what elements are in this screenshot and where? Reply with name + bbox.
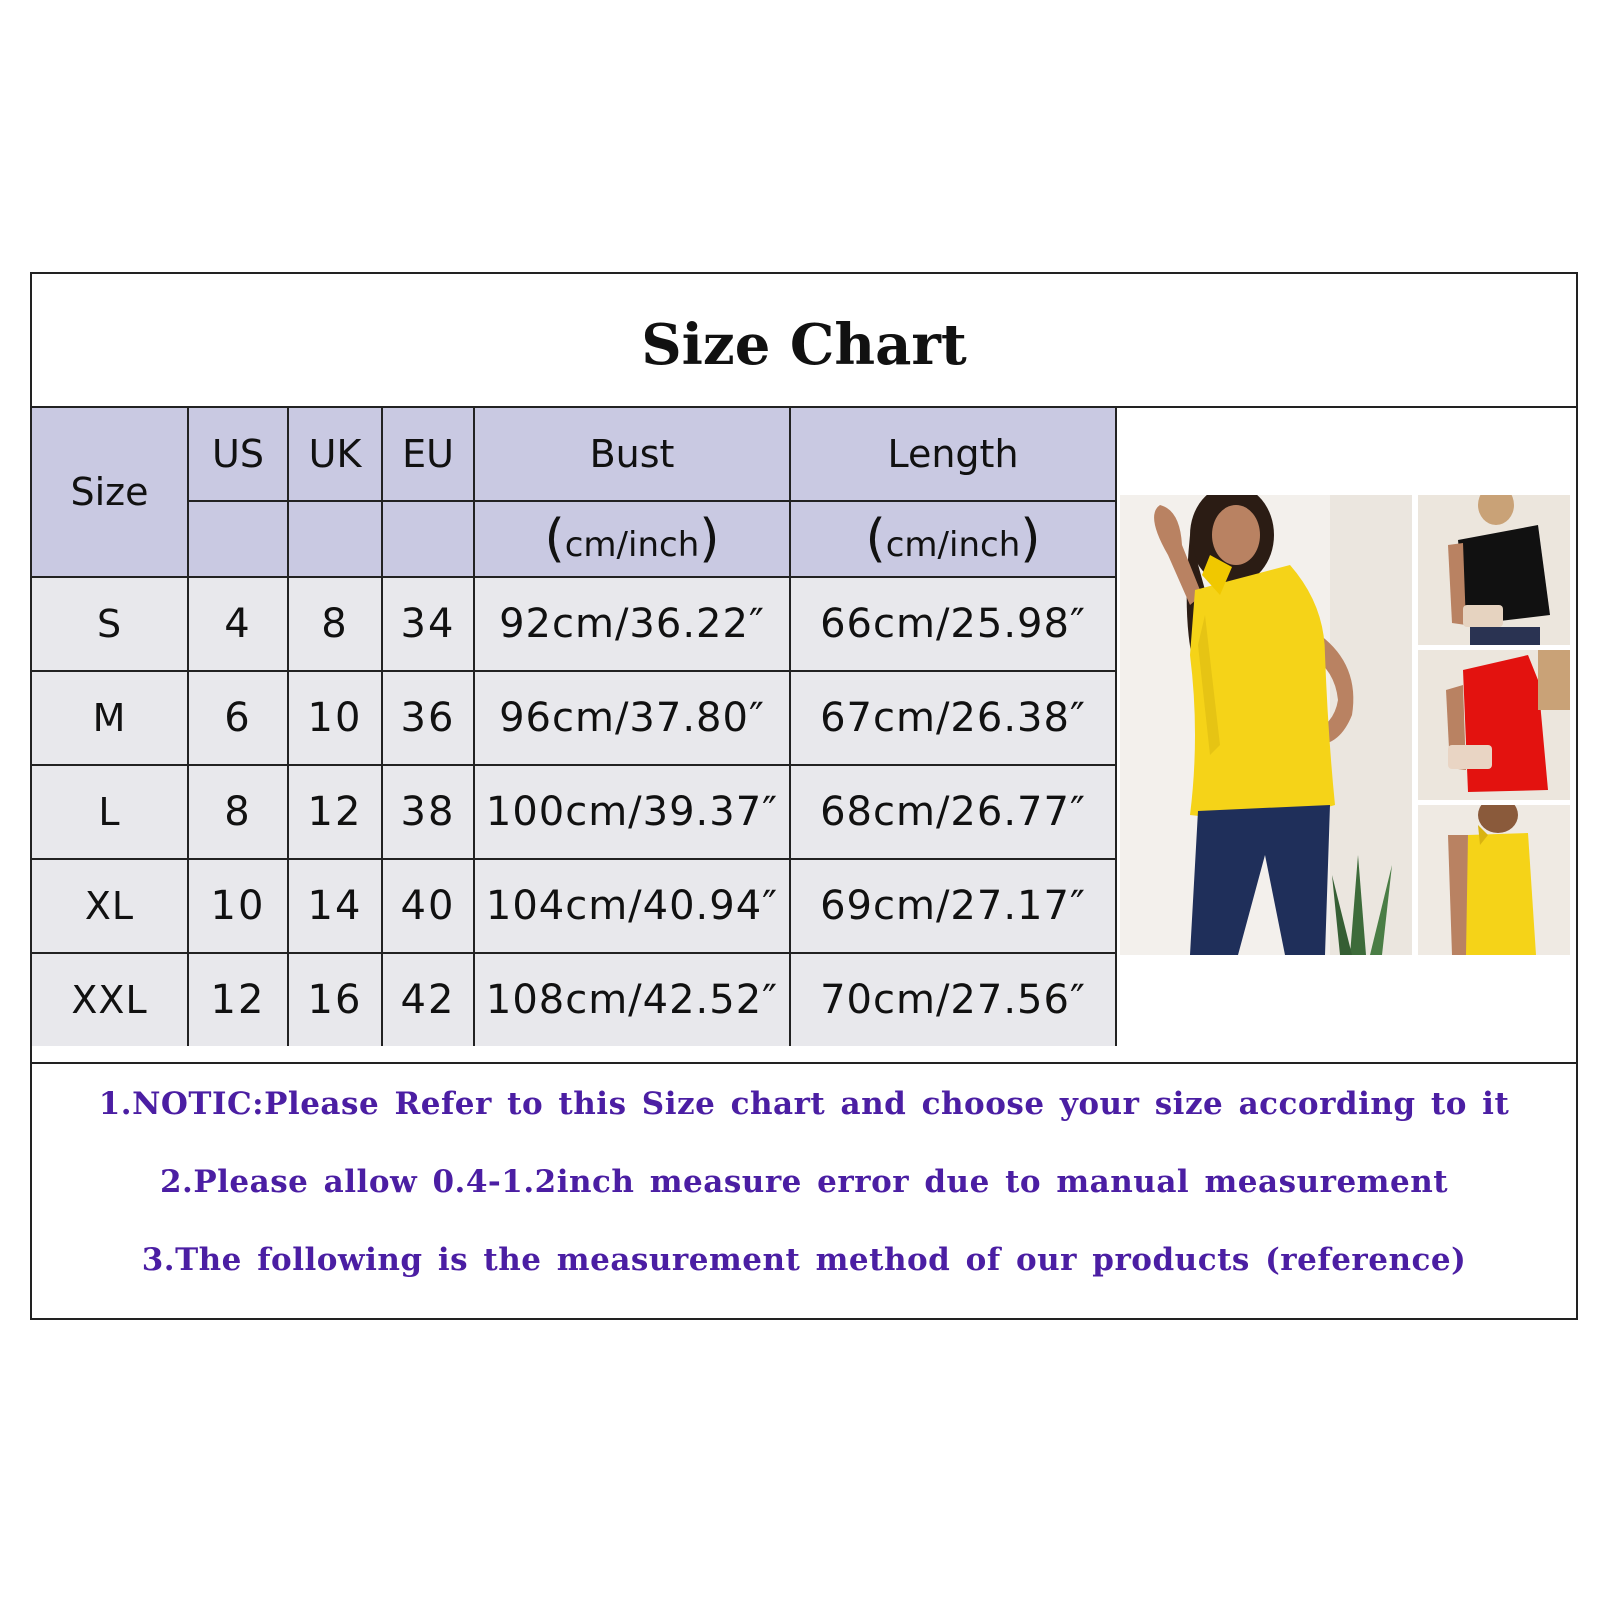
cell-us: 4 <box>188 577 288 671</box>
cell-length: 68cm/26.77″ <box>790 765 1116 859</box>
table-row <box>32 577 1116 671</box>
table-row <box>32 859 1116 953</box>
cell-bust: 108cm/42.52″ <box>474 953 790 1046</box>
header-us-blank <box>188 501 288 577</box>
cell-eu: 42 <box>382 953 474 1046</box>
note-1: 1.NOTIC:Please Refer to this Size chart and choose your size according to it <box>98 1086 1510 1122</box>
cell-uk: 8 <box>288 577 382 671</box>
cell-uk: 16 <box>288 953 382 1046</box>
notes-section <box>32 1062 1576 1320</box>
product-photos <box>1120 495 1570 955</box>
cell-us: 10 <box>188 859 288 953</box>
cell-us: 6 <box>188 671 288 765</box>
table-row <box>32 765 1116 859</box>
product-photo-main <box>1120 495 1412 955</box>
note-3: 3.The following is the measurement method of our products (reference) <box>141 1242 1467 1278</box>
note-2: 2.Please allow 0.4-1.2inch measure error due to manual measurement <box>159 1164 1449 1200</box>
header-length-unit <box>790 501 1116 577</box>
product-photo-yellow-back <box>1418 805 1570 955</box>
cell-bust: 92cm/36.22″ <box>474 577 790 671</box>
cell-length: 70cm/27.56″ <box>790 953 1116 1046</box>
paren-open: ( <box>544 509 565 569</box>
cell-size: L <box>32 765 188 859</box>
size-table <box>32 408 1117 1046</box>
cell-bust: 104cm/40.94″ <box>474 859 790 953</box>
cell-size: S <box>32 577 188 671</box>
header-bust-unit <box>474 501 790 577</box>
cell-size: XXL <box>32 953 188 1046</box>
bust-unit: cm/inch <box>564 525 700 565</box>
header-length: Length <box>790 408 1116 501</box>
cell-size: XL <box>32 859 188 953</box>
product-photo-red <box>1418 650 1570 800</box>
cell-eu: 34 <box>382 577 474 671</box>
cell-us: 12 <box>188 953 288 1046</box>
header-eu-blank <box>382 501 474 577</box>
header-uk: UK <box>288 408 382 501</box>
header-size: Size <box>32 408 188 577</box>
cell-length: 66cm/25.98″ <box>790 577 1116 671</box>
cell-length: 67cm/26.38″ <box>790 671 1116 765</box>
cell-uk: 12 <box>288 765 382 859</box>
cell-bust: 96cm/37.80″ <box>474 671 790 765</box>
table-row <box>32 953 1116 1046</box>
header-us: US <box>188 408 288 501</box>
header-unit-row <box>32 501 1116 577</box>
header-uk-blank <box>288 501 382 577</box>
cell-eu: 38 <box>382 765 474 859</box>
cell-bust: 100cm/39.37″ <box>474 765 790 859</box>
header-row <box>32 408 1116 501</box>
length-unit: cm/inch <box>885 525 1021 565</box>
title-row <box>32 274 1576 408</box>
cell-uk: 14 <box>288 859 382 953</box>
page-title: Size Chart <box>641 312 967 378</box>
cell-us: 8 <box>188 765 288 859</box>
cell-length: 69cm/27.17″ <box>790 859 1116 953</box>
cell-eu: 36 <box>382 671 474 765</box>
header-eu: EU <box>382 408 474 501</box>
cell-size: M <box>32 671 188 765</box>
header-bust: Bust <box>474 408 790 501</box>
paren-close: ) <box>699 509 720 569</box>
table-row <box>32 671 1116 765</box>
paren-open: ( <box>865 509 886 569</box>
cell-uk: 10 <box>288 671 382 765</box>
cell-eu: 40 <box>382 859 474 953</box>
product-photo-black <box>1418 495 1570 645</box>
paren-close: ) <box>1020 509 1041 569</box>
